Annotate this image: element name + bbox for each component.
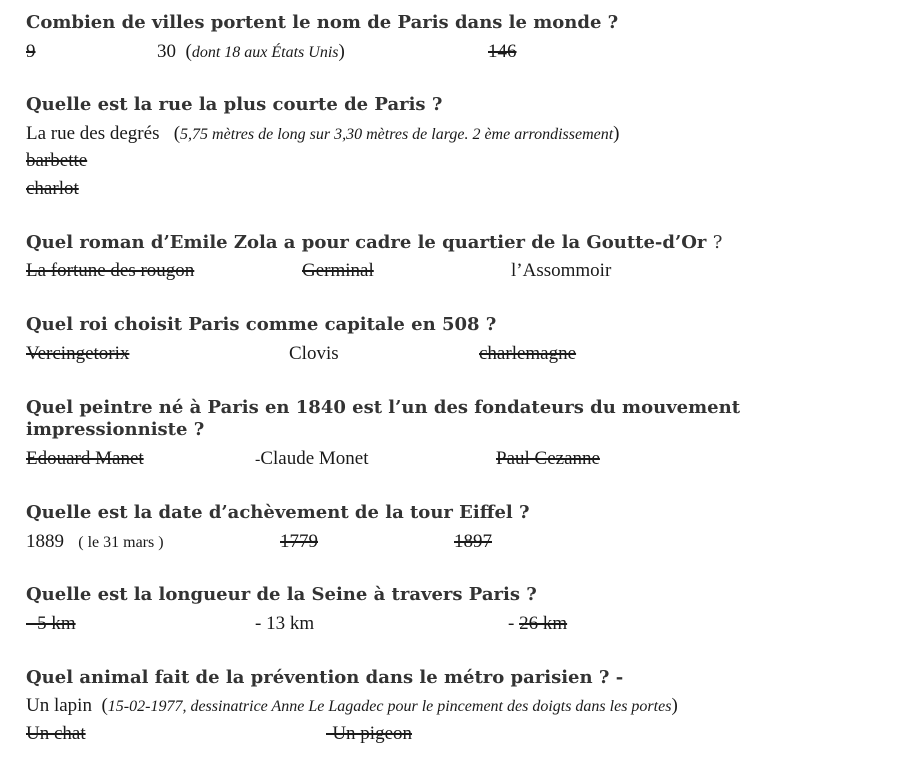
answer-6-option-3: 1897 — [454, 531, 492, 552]
answer-6-option-1-value: 1889 — [26, 531, 64, 552]
question-6: Quelle est la date d’achèvement de la tour Eiffel ? — [26, 502, 530, 523]
answer-1-option-3: 146 — [488, 41, 517, 62]
answer-7-option-1: - 5 km — [26, 613, 76, 634]
question-7: Quelle est la longueur de la Seine à travers Paris ? — [26, 584, 537, 605]
question-8-suffix: - — [609, 667, 624, 688]
note-close-paren: ) — [613, 123, 620, 144]
answer-5-option-2-value: Claude Monet — [260, 448, 369, 469]
question-3-mark: ? — [712, 232, 723, 253]
note-close-paren: ) — [671, 695, 678, 716]
answer-8-note: 15-02-1977, dessinatrice Anne Le Lagadec pour le pincement des doigts dans les portes — [107, 698, 672, 715]
question-2: Quelle est la rue la plus courte de Paris ? — [26, 94, 443, 115]
question-3 — [26, 232, 786, 254]
answer-6-note: ( le 31 mars ) — [78, 534, 164, 551]
answer-5-dash: - — [255, 451, 261, 468]
answer-5-option-1: Edouard Manet — [26, 448, 144, 469]
answer-2-option-3: charlot — [26, 178, 79, 199]
answer-8-option-1-value: Un lapin — [26, 695, 92, 716]
question-5: Quel peintre né à Paris en 1840 est l’un des fondateurs du mouvement impressionniste ? — [26, 397, 741, 440]
question-1: Combien de villes portent le nom de Paris dans le monde ? — [26, 12, 619, 33]
question-8 — [26, 667, 786, 689]
answer-4-option-2: Clovis — [289, 343, 339, 364]
answer-3-option-1: La fortune des rougon — [26, 260, 195, 281]
note-open-paren: ( — [185, 41, 192, 62]
answer-6-option-2: 1779 — [280, 531, 318, 552]
answer-1-note: dont 18 aux États Unis — [191, 44, 339, 61]
answer-4-option-1: Vercingetorix — [26, 343, 130, 364]
answer-5-option-2 — [255, 447, 369, 472]
answer-7-option-3-value: 26 km — [519, 613, 568, 634]
answer-8-option-3: -Un pigeon — [326, 723, 413, 744]
answer-7-dash: - — [508, 613, 520, 634]
answer-6-option-1 — [26, 530, 164, 555]
answer-3-option-2: Germinal — [302, 260, 374, 281]
note-close-paren: ) — [338, 41, 345, 62]
note-open-paren: ( — [101, 695, 108, 716]
question-3-text: Quel roman d’Emile Zola a pour cadre le quartier de la Goutte-d’Or — [26, 232, 707, 253]
answer-7-option-3 — [508, 612, 567, 636]
note-open-paren: ( — [173, 123, 181, 144]
answer-2-option-1 — [26, 122, 620, 147]
answer-8-option-2: Un chat — [26, 723, 86, 744]
answer-2-note: 5,75 mètres de long sur 3,30 mètres de large. 2 ème arrondissement — [180, 126, 614, 143]
answer-8-option-1 — [26, 694, 678, 719]
answer-7-option-2: - 13 km — [255, 613, 315, 634]
answer-3-option-3: l’Assommoir — [511, 260, 612, 281]
answer-2-option-2: barbette — [26, 150, 88, 171]
answer-1-option-2 — [157, 40, 345, 65]
answer-5-option-3: Paul Cezanne — [496, 448, 600, 469]
answer-1-option-2-value: 30 — [157, 41, 176, 62]
question-4: Quel roi choisit Paris comme capitale en 508 ? — [26, 314, 497, 335]
answer-4-option-3: charlemagne — [479, 343, 577, 364]
question-8-text: Quel animal fait de la prévention dans le métro parisien ? — [26, 667, 610, 688]
answer-1-option-1: 9 — [26, 41, 36, 62]
answer-2-option-1-value: La rue des degrés — [26, 123, 160, 144]
